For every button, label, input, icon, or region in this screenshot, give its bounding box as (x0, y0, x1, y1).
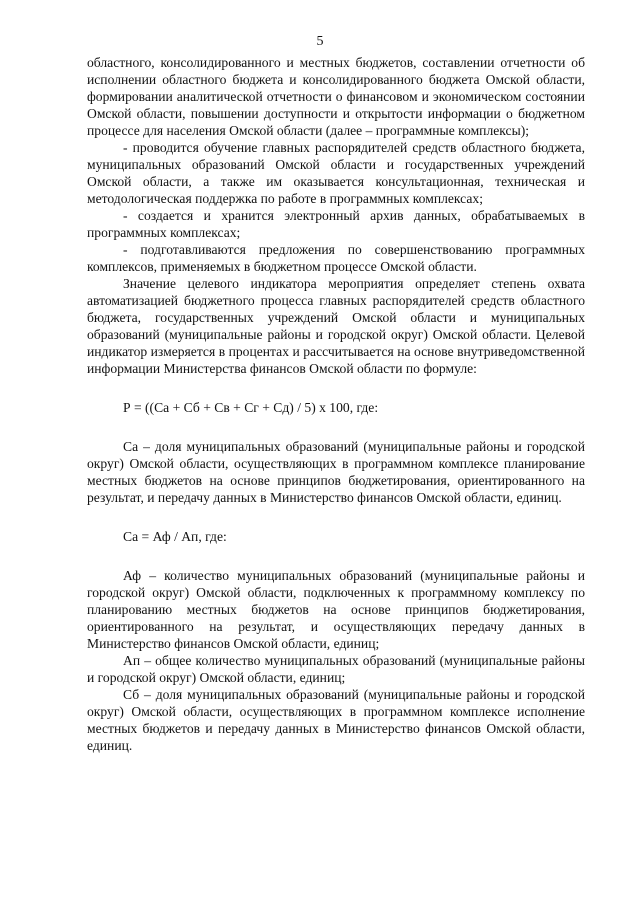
definition-sb: Сб – доля муниципальных образований (муниципальные районы и городской округ) Омской области, осуществляющих в программном комплексе исполнение местных бюджетов и передачу данных в Министерство финансов Омской области, единиц. (87, 687, 585, 753)
list-item-archive: - создается и хранится электронный архив данных, обрабатываемых в программных комплексах; (87, 208, 585, 240)
spacer (87, 545, 585, 567)
spacer (87, 377, 585, 399)
list-item-training: - проводится обучение главных распорядителей средств областного бюджета, муниципальных образований Омской области и государственных учреждений Омской области, а также им оказывается консультационная, техническая и методологическая поддержка по работе в программных комплексах; (87, 140, 585, 206)
definition-ap: Ап – общее количество муниципальных образований (муниципальные районы и городской округ) Омской области, единиц; (87, 653, 585, 685)
formula-ca: Са = Аф / Ап, где: (123, 529, 227, 544)
definition-af: Аф – количество муниципальных образований (муниципальные районы и городской округ) Омской области, подключенных к программному комплексу по планированию местных бюджетов на основе принципов бюджетирования, ориентированного на результат, и осуществляющих передачу данных в Министерство финансов Омской области, единиц; (87, 568, 585, 651)
definition-ca: Са – доля муниципальных образований (муниципальные районы и городской округ) Омской области, осуществляющих в программном комплексе планирование местных бюджетов на основе принципов бюджетирования, ориентированного на результат, и передачу данных в Министерство финансов Омской области, единиц. (87, 439, 585, 505)
paragraph-indicator-definition: Значение целевого индикатора мероприятия определяет степень охвата автоматизацией бюджетного процесса главных распорядителей средств областного бюджета, государственных учреждений Омской области и муниципальных образований (муниципальные районы и городской округ) Омской области. Целевой индикатор измеряется в процентах и рассчитывается на основе внутриведомственной информации Министерства финансов Омской области по формуле: (87, 276, 585, 376)
spacer (87, 416, 585, 438)
paragraph-continuation: областного, консолидированного и местных бюджетов, составлении отчетности об исполнении областного бюджета и консолидированного бюджета Омской области, формировании аналитической отчетности о финансовом и экономическом состоянии Омской области, повышении доступности и открытости информации о бюджетном процессе для населения Омской области (далее – программные комплексы); (87, 55, 585, 138)
list-item-proposals: - подготавливаются предложения по совершенствованию программных комплексов, применяемых в бюджетном процессе Омской области. (87, 242, 585, 274)
spacer (87, 506, 585, 528)
formula-main: Р = ((Са + Сб + Св + Сг + Сд) / 5) х 100, где: (123, 400, 379, 415)
document-body (87, 54, 585, 754)
page-number: 5 (316, 34, 324, 49)
